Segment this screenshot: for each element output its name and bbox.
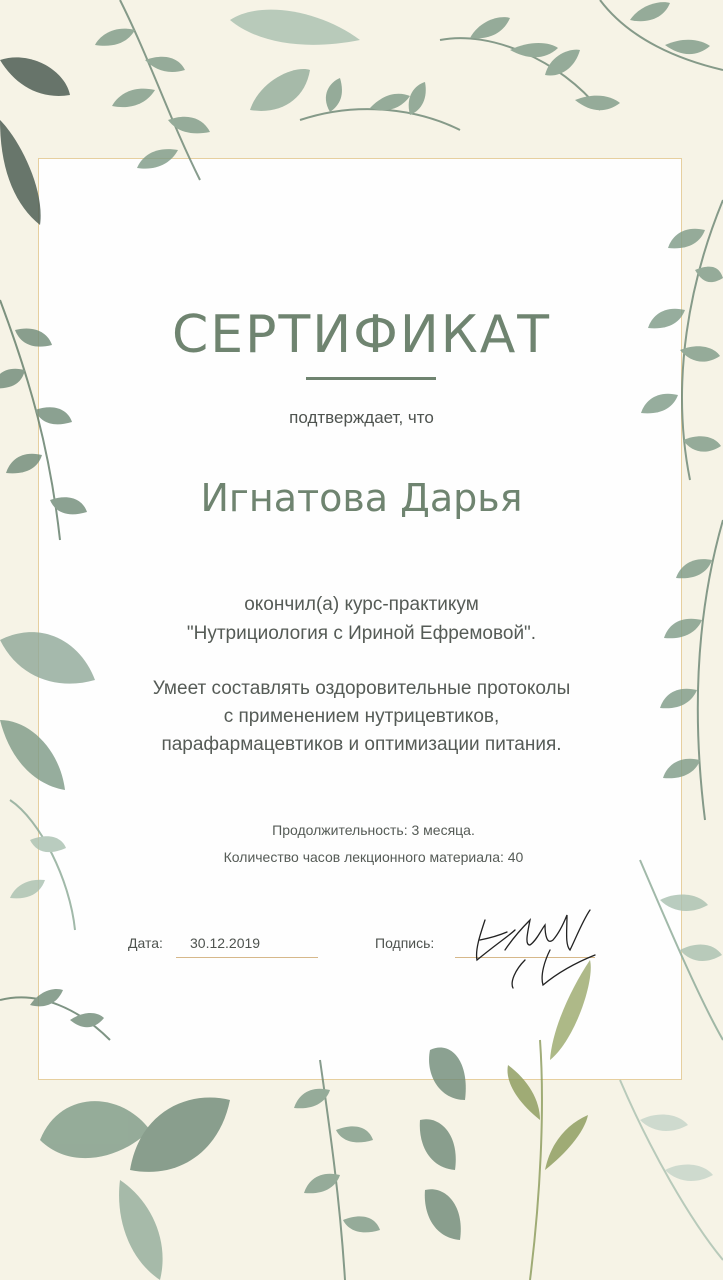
skills-line-2: с применением нутрицевтиков,	[223, 706, 500, 727]
leaf-cluster-top	[95, 0, 723, 180]
duration-text: Продолжительность: 3 месяца.	[272, 822, 475, 838]
date-value: 30.12.2019	[190, 935, 261, 951]
handwritten-signature	[455, 890, 605, 990]
signature-label: Подпись:	[375, 935, 435, 951]
leaf-cluster-top-left	[0, 57, 70, 225]
leaf-cluster-bottom	[40, 960, 723, 1280]
recipient-name: Игнатова Дарья	[200, 476, 523, 520]
skills-line-1: Умеет составлять оздоровительные протоколы	[152, 678, 571, 699]
title-underline	[306, 377, 436, 380]
date-line	[176, 957, 318, 958]
date-label: Дата:	[128, 935, 163, 951]
course-line-2: "Нутрициология с Ириной Ефремовой".	[186, 623, 537, 644]
course-line-1: окончил(а) курс-практикум	[244, 594, 479, 615]
hours-text: Количество часов лекционного материала: 40	[223, 849, 524, 865]
certificate-title: СЕРТИФИКАТ	[171, 305, 552, 365]
skills-line-3: парафармацевтиков и оптимизации питания.	[161, 734, 562, 755]
confirms-text: подтверждает, что	[289, 408, 434, 427]
